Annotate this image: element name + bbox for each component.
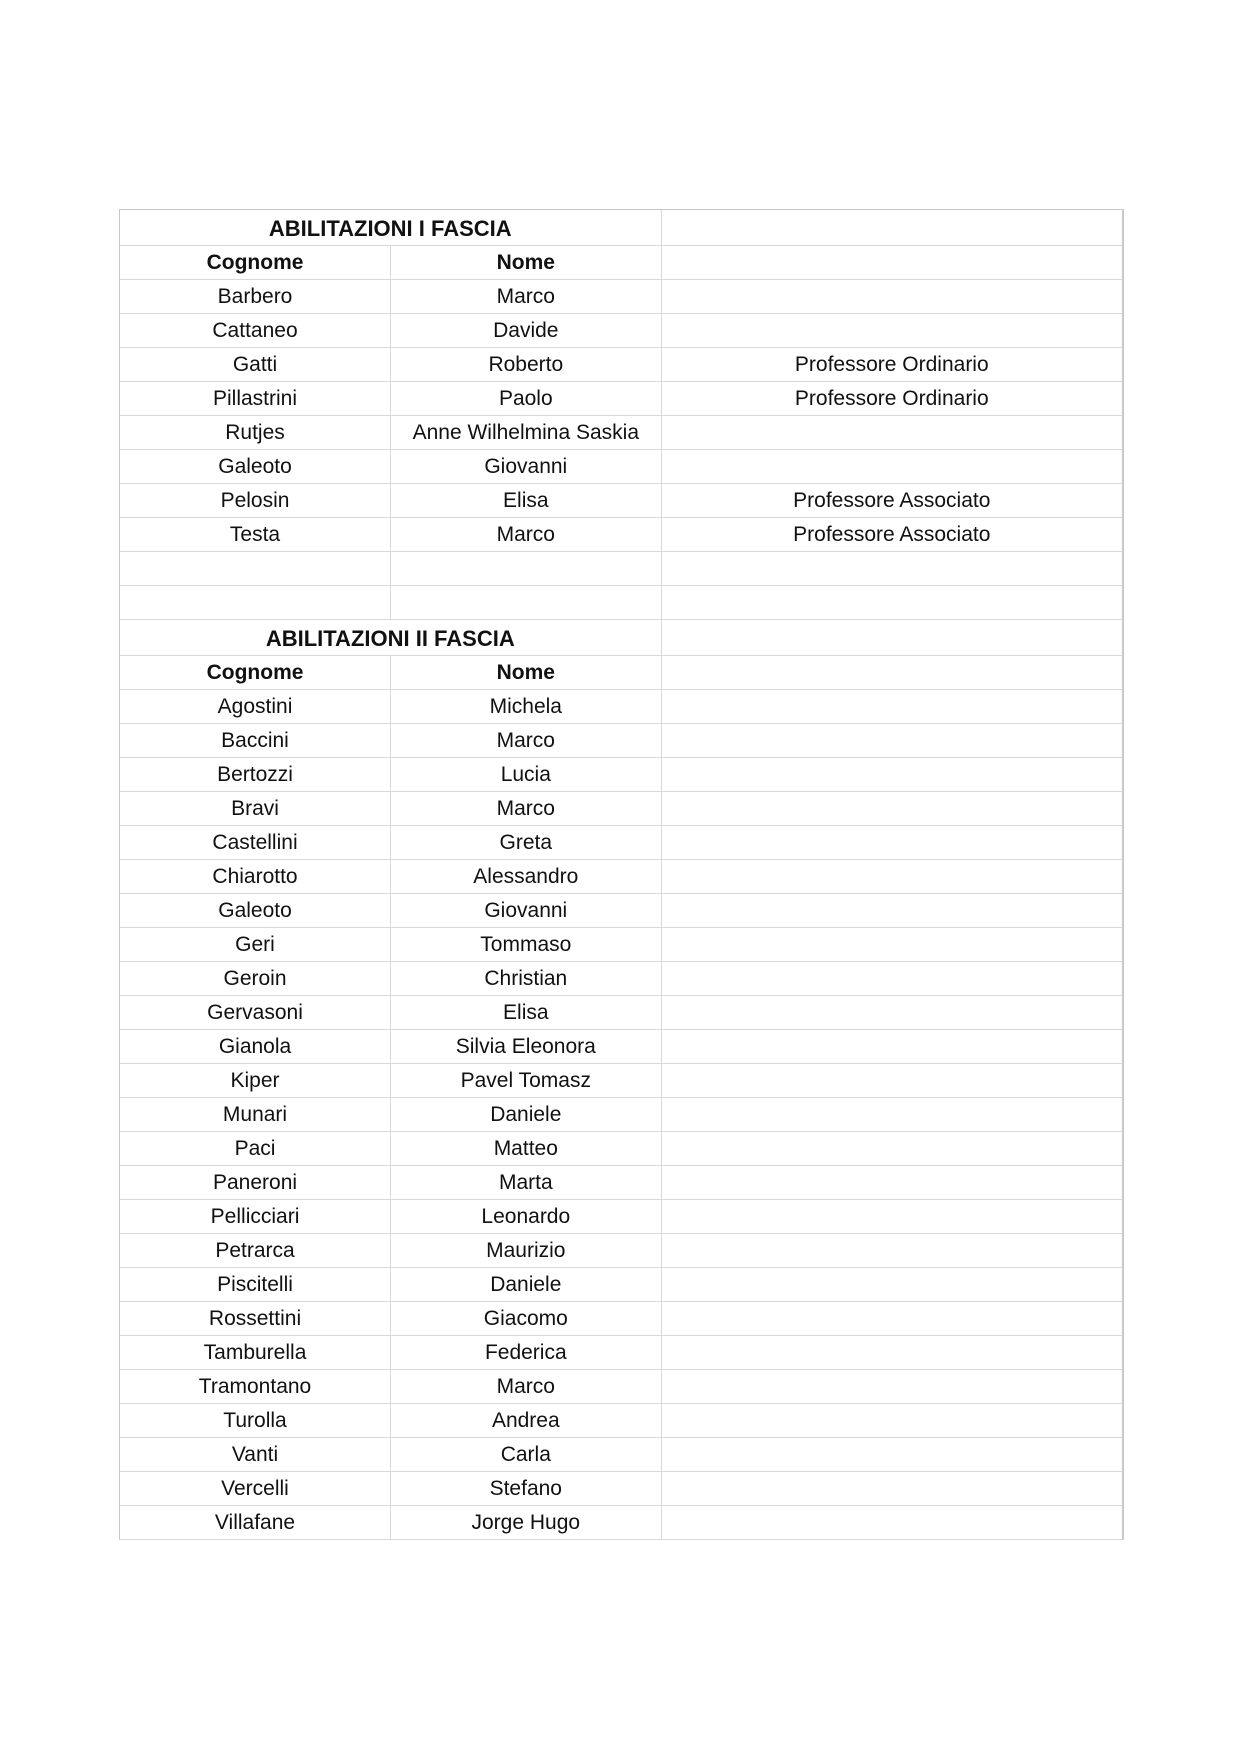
cognome-cell: Castellini bbox=[120, 826, 391, 860]
nome-cell: Marta bbox=[391, 1166, 662, 1200]
cognome-cell: Villafane bbox=[120, 1506, 391, 1540]
nome-cell: Marco bbox=[391, 792, 662, 826]
table-row bbox=[120, 1302, 1122, 1336]
nome-cell: Maurizio bbox=[391, 1234, 662, 1268]
table-row bbox=[120, 382, 1122, 416]
blank-row bbox=[120, 586, 1122, 620]
empty-cell bbox=[661, 210, 1122, 246]
nome-cell: Matteo bbox=[391, 1132, 662, 1166]
empty-cell bbox=[661, 928, 1122, 962]
nome-cell: Christian bbox=[391, 962, 662, 996]
table-row bbox=[120, 1200, 1122, 1234]
table-row bbox=[120, 826, 1122, 860]
cognome-cell: Gervasoni bbox=[120, 996, 391, 1030]
empty-cell bbox=[661, 860, 1122, 894]
empty-cell bbox=[661, 586, 1122, 620]
empty-cell bbox=[661, 894, 1122, 928]
nome-cell: Giovanni bbox=[391, 450, 662, 484]
nome-cell: Roberto bbox=[391, 348, 662, 382]
nome-cell: Stefano bbox=[391, 1472, 662, 1506]
table-row bbox=[120, 1404, 1122, 1438]
cognome-cell: Petrarca bbox=[120, 1234, 391, 1268]
table-row bbox=[120, 928, 1122, 962]
empty-cell bbox=[661, 962, 1122, 996]
fascia2-title: ABILITAZIONI II FASCIA bbox=[120, 620, 661, 656]
nome-cell: Alessandro bbox=[391, 860, 662, 894]
cognome-cell: Paci bbox=[120, 1132, 391, 1166]
empty-cell bbox=[661, 1370, 1122, 1404]
fascia2-header-nome: Nome bbox=[391, 656, 662, 690]
fascia2-header-cognome: Cognome bbox=[120, 656, 391, 690]
table-row bbox=[120, 280, 1122, 314]
cognome-cell: Gatti bbox=[120, 348, 391, 382]
nome-cell: Elisa bbox=[391, 484, 662, 518]
table-row bbox=[120, 348, 1122, 382]
cognome-cell: Chiarotto bbox=[120, 860, 391, 894]
nome-cell: Andrea bbox=[391, 1404, 662, 1438]
ruolo-cell bbox=[661, 416, 1122, 450]
empty-cell bbox=[661, 690, 1122, 724]
table-row bbox=[120, 860, 1122, 894]
fascia1-title: ABILITAZIONI I FASCIA bbox=[120, 210, 661, 246]
cognome-cell: Rossettini bbox=[120, 1302, 391, 1336]
cognome-cell: Vercelli bbox=[120, 1472, 391, 1506]
empty-cell bbox=[661, 826, 1122, 860]
cognome-cell: Piscitelli bbox=[120, 1268, 391, 1302]
ruolo-cell: Professore Associato bbox=[661, 518, 1122, 552]
fascia2-header-row bbox=[120, 656, 1122, 690]
empty-cell bbox=[661, 1234, 1122, 1268]
empty-cell bbox=[661, 1166, 1122, 1200]
cognome-cell: Bertozzi bbox=[120, 758, 391, 792]
ruolo-cell: Professore Ordinario bbox=[661, 348, 1122, 382]
table-row bbox=[120, 450, 1122, 484]
nome-cell: Anne Wilhelmina Saskia bbox=[391, 416, 662, 450]
nome-cell: Marco bbox=[391, 280, 662, 314]
empty-cell bbox=[120, 586, 391, 620]
nome-cell: Daniele bbox=[391, 1268, 662, 1302]
table-row bbox=[120, 690, 1122, 724]
empty-cell bbox=[661, 996, 1122, 1030]
abilitazioni-table bbox=[120, 210, 1122, 1540]
fascia1-header-row bbox=[120, 246, 1122, 280]
ruolo-cell bbox=[661, 450, 1122, 484]
empty-cell bbox=[661, 1438, 1122, 1472]
table-row bbox=[120, 1098, 1122, 1132]
table-row bbox=[120, 1166, 1122, 1200]
fascia1-header-nome: Nome bbox=[391, 246, 662, 280]
table-row bbox=[120, 894, 1122, 928]
table-row bbox=[120, 1506, 1122, 1540]
nome-cell: Daniele bbox=[391, 1098, 662, 1132]
empty-cell bbox=[661, 246, 1122, 280]
fascia2-title-row bbox=[120, 620, 1122, 656]
empty-cell bbox=[661, 656, 1122, 690]
empty-cell bbox=[661, 1268, 1122, 1302]
table-row bbox=[120, 1132, 1122, 1166]
empty-cell bbox=[661, 1030, 1122, 1064]
cognome-cell: Paneroni bbox=[120, 1166, 391, 1200]
cognome-cell: Kiper bbox=[120, 1064, 391, 1098]
nome-cell: Marco bbox=[391, 1370, 662, 1404]
table-row bbox=[120, 1234, 1122, 1268]
ruolo-cell bbox=[661, 314, 1122, 348]
ruolo-cell bbox=[661, 280, 1122, 314]
cognome-cell: Bravi bbox=[120, 792, 391, 826]
nome-cell: Davide bbox=[391, 314, 662, 348]
nome-cell: Tommaso bbox=[391, 928, 662, 962]
empty-cell bbox=[120, 552, 391, 586]
empty-cell bbox=[661, 1132, 1122, 1166]
table-row bbox=[120, 1030, 1122, 1064]
cognome-cell: Munari bbox=[120, 1098, 391, 1132]
nome-cell: Carla bbox=[391, 1438, 662, 1472]
cognome-cell: Barbero bbox=[120, 280, 391, 314]
nome-cell: Michela bbox=[391, 690, 662, 724]
table-row bbox=[120, 758, 1122, 792]
table-row bbox=[120, 314, 1122, 348]
empty-cell bbox=[661, 1472, 1122, 1506]
nome-cell: Leonardo bbox=[391, 1200, 662, 1234]
table-row bbox=[120, 962, 1122, 996]
cognome-cell: Geroin bbox=[120, 962, 391, 996]
cognome-cell: Testa bbox=[120, 518, 391, 552]
abilitazioni-sheet bbox=[119, 209, 1124, 1540]
table-row bbox=[120, 996, 1122, 1030]
empty-cell bbox=[391, 552, 662, 586]
cognome-cell: Turolla bbox=[120, 1404, 391, 1438]
cognome-cell: Pellicciari bbox=[120, 1200, 391, 1234]
table-row bbox=[120, 792, 1122, 826]
cognome-cell: Galeoto bbox=[120, 894, 391, 928]
table-row bbox=[120, 484, 1122, 518]
nome-cell: Marco bbox=[391, 724, 662, 758]
cognome-cell: Galeoto bbox=[120, 450, 391, 484]
cognome-cell: Baccini bbox=[120, 724, 391, 758]
empty-cell bbox=[661, 1404, 1122, 1438]
empty-cell bbox=[661, 1506, 1122, 1540]
table-row bbox=[120, 1268, 1122, 1302]
blank-row bbox=[120, 552, 1122, 586]
ruolo-cell: Professore Ordinario bbox=[661, 382, 1122, 416]
cognome-cell: Pelosin bbox=[120, 484, 391, 518]
nome-cell: Giovanni bbox=[391, 894, 662, 928]
nome-cell: Marco bbox=[391, 518, 662, 552]
cognome-cell: Tramontano bbox=[120, 1370, 391, 1404]
empty-cell bbox=[661, 552, 1122, 586]
empty-cell bbox=[661, 1302, 1122, 1336]
cognome-cell: Agostini bbox=[120, 690, 391, 724]
empty-cell bbox=[661, 724, 1122, 758]
nome-cell: Paolo bbox=[391, 382, 662, 416]
cognome-cell: Cattaneo bbox=[120, 314, 391, 348]
nome-cell: Elisa bbox=[391, 996, 662, 1030]
empty-cell bbox=[661, 792, 1122, 826]
nome-cell: Greta bbox=[391, 826, 662, 860]
table-row bbox=[120, 724, 1122, 758]
table-row bbox=[120, 1472, 1122, 1506]
fascia1-header-cognome: Cognome bbox=[120, 246, 391, 280]
cognome-cell: Tamburella bbox=[120, 1336, 391, 1370]
cognome-cell: Pillastrini bbox=[120, 382, 391, 416]
table-row bbox=[120, 1370, 1122, 1404]
empty-cell bbox=[661, 620, 1122, 656]
table-row bbox=[120, 518, 1122, 552]
table-row bbox=[120, 1064, 1122, 1098]
cognome-cell: Gianola bbox=[120, 1030, 391, 1064]
ruolo-cell: Professore Associato bbox=[661, 484, 1122, 518]
cognome-cell: Rutjes bbox=[120, 416, 391, 450]
empty-cell bbox=[661, 758, 1122, 792]
table-row bbox=[120, 416, 1122, 450]
cognome-cell: Vanti bbox=[120, 1438, 391, 1472]
nome-cell: Pavel Tomasz bbox=[391, 1064, 662, 1098]
nome-cell: Silvia Eleonora bbox=[391, 1030, 662, 1064]
table-row bbox=[120, 1438, 1122, 1472]
empty-cell bbox=[391, 586, 662, 620]
empty-cell bbox=[661, 1200, 1122, 1234]
cognome-cell: Geri bbox=[120, 928, 391, 962]
empty-cell bbox=[661, 1098, 1122, 1132]
table-row bbox=[120, 1336, 1122, 1370]
nome-cell: Giacomo bbox=[391, 1302, 662, 1336]
empty-cell bbox=[661, 1336, 1122, 1370]
nome-cell: Lucia bbox=[391, 758, 662, 792]
nome-cell: Jorge Hugo bbox=[391, 1506, 662, 1540]
nome-cell: Federica bbox=[391, 1336, 662, 1370]
fascia1-title-row bbox=[120, 210, 1122, 246]
empty-cell bbox=[661, 1064, 1122, 1098]
